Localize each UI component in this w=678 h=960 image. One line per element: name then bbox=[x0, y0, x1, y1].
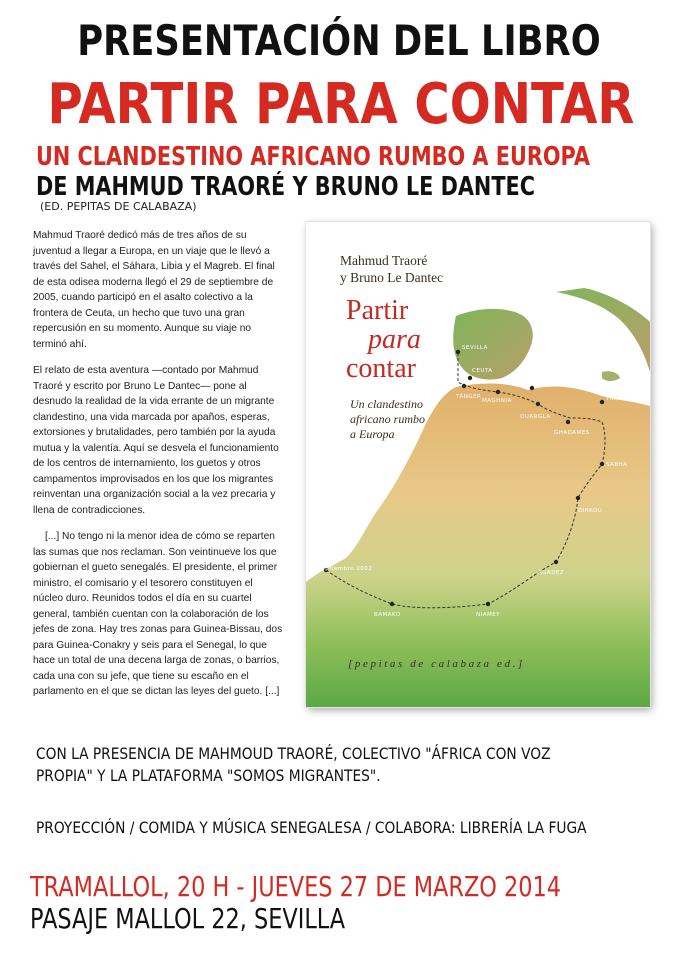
label-sabha: SABHA bbox=[606, 462, 628, 468]
stop-tripoli bbox=[600, 400, 604, 404]
publisher-note: (ED. PEPITAS DE CALABAZA) bbox=[40, 200, 197, 213]
label-agadez: AGADEZ bbox=[538, 570, 565, 576]
cover-title-line-2: para bbox=[368, 324, 421, 355]
cover-publisher: [pepitas de calabaza ed.] bbox=[348, 658, 525, 670]
description-column bbox=[33, 228, 284, 711]
book-authors: DE MAHMUD TRAORÉ Y BRUNO LE DANTEC bbox=[36, 172, 535, 202]
event-address: PASAJE MALLOL 22, SEVILLA bbox=[30, 902, 346, 935]
stop-tanger bbox=[462, 384, 466, 388]
label-dakar: DAKAR bbox=[318, 558, 340, 564]
label-ceuta: CEUTA bbox=[472, 368, 493, 374]
cover-subtitle-line-1: Un clandestino bbox=[350, 397, 423, 411]
label-bamako: BAMAKO bbox=[374, 612, 401, 618]
stop-sevilla bbox=[456, 350, 460, 354]
label-tripoli: TRIPOLI bbox=[606, 396, 631, 402]
label-maghnia: MAGHNIA bbox=[482, 398, 512, 404]
label-dirkou: DIRKOU bbox=[578, 508, 603, 514]
label-niamey: NIAMEY bbox=[476, 612, 501, 618]
italy-landmass bbox=[556, 288, 650, 372]
book-title-heading: PARTIR PARA CONTAR bbox=[47, 72, 635, 137]
cover-title-line-1: Partir bbox=[346, 295, 409, 326]
label-ouargla: OUARGLA bbox=[520, 414, 551, 420]
cover-title-line-3: contar bbox=[346, 353, 416, 384]
label-dakar-date: septiembre 2002 bbox=[318, 566, 373, 572]
label-sevilla: SEVILLA bbox=[462, 345, 488, 351]
stop-ouargla bbox=[536, 402, 540, 406]
presence-line-1: CON LA PRESENCIA DE MAHMOUD TRAORÉ, COLECTIVO "ÁFRICA CON VOZ bbox=[36, 744, 551, 763]
description-paragraph-1: Mahmud Traoré dedicó más de tres años de su juventud a llegar a Europa, en un viaje que le llevó a través del Sahel, el Sáhara, Libia y el Magreb. El final de esta odisea moderna llegó el 29 de septiembre de 2005, cuando participó en el asalto colectivo a la frontera de Ceuta, un hecho que tuvo una gran repercusión en su momento. Aunque su viaje no terminó ahí. bbox=[33, 230, 275, 350]
label-ghadames: GHADAMES bbox=[554, 430, 590, 436]
stop-bamako bbox=[390, 602, 394, 606]
stop-maghnia bbox=[496, 390, 500, 394]
stop-dirkou bbox=[576, 496, 580, 500]
description-paragraph-2: El relato de esta aventura —contado por Mahmud Traoré y escrito por Bruno Le Dantec— pone al desnudo la realidad de la vida errante de un migrante clandestino, una vida marcada por apaños, esperas, extorsiones y brutalidades, pero también por la ayuda mutua y la valentía. Aquí se desvela el funcionamiento de los centros de internamiento, los guetos y otros campamentos improvisados en los que los migrantes reinventan una organización social a la vez precaria y llena de contradicciones. bbox=[33, 365, 279, 516]
cover-author-2: y Bruno Le Dantec bbox=[340, 270, 444, 285]
cover-subtitle-line-3: a Europa bbox=[350, 427, 395, 441]
stop-argel bbox=[530, 386, 534, 390]
cover-author-1: Mahmud Traoré bbox=[340, 253, 428, 268]
stop-ghadames bbox=[566, 420, 570, 424]
poster-heading: PRESENTACIÓN DEL LIBRO bbox=[77, 16, 601, 65]
stop-ceuta bbox=[468, 376, 472, 380]
book-subtitle: UN CLANDESTINO AFRICANO RUMBO A EUROPA bbox=[36, 142, 590, 172]
event-datetime: TRAMALLOL, 20 H - JUEVES 27 DE MARZO 2014 bbox=[30, 870, 562, 903]
label-argel: ARGEL bbox=[530, 378, 551, 384]
presence-line-2: PROPIA" Y LA PLATAFORMA "SOMOS MIGRANTES". bbox=[36, 766, 381, 785]
stop-niamey bbox=[486, 602, 490, 606]
activities-line: PROYECCIÓN / COMIDA Y MÚSICA SENEGALESA / COLABORA: LIBRERÍA LA FUGA bbox=[36, 818, 587, 837]
cover-title bbox=[346, 296, 421, 383]
stop-sabha bbox=[600, 462, 604, 466]
stop-agadez bbox=[554, 560, 558, 564]
cover-authors bbox=[340, 252, 443, 286]
cover-subtitle bbox=[350, 397, 425, 442]
cover-subtitle-line-2: africano rumbo bbox=[350, 412, 425, 426]
book-cover bbox=[306, 222, 650, 707]
book-excerpt: [...] No tengo ni la menor idea de cómo se reparten las sumas que nos reclaman. Son veintinueve los que gobiernan el gueto senegalés. El presidente, el primer ministro, el comisario y el tesorero constituyen el núcleo duro. Reunidos todos el día en su cuartel general, también cuentan con la colaboración de los jefes de zona. Hay tres zonas para Guinea-Bissau, dos para Guinea-Conakry y seis para el Senegal, lo que hace un total de una decena larga de zonas, o barrios, cada una con su jefe, que tiene su escaño en el parlamento en el que se dictan las leyes del gueto. [...] bbox=[33, 531, 283, 697]
label-tanger: TÁNGER bbox=[456, 394, 482, 400]
sicily-landmass bbox=[602, 371, 620, 381]
